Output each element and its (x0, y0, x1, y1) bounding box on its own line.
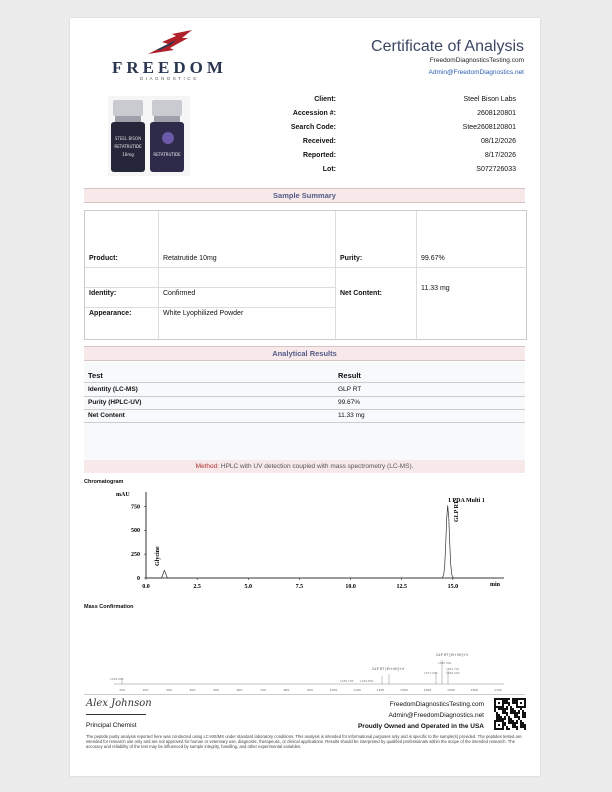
y-tick-label: 500 (131, 528, 140, 535)
signature: Alex Johnson (86, 698, 152, 709)
analytical-results-header: Analytical Results (84, 346, 525, 361)
mass-x-tick-label: 1200 (376, 688, 385, 692)
col-result-header: Result (338, 371, 361, 380)
mass-x-tick-label: 200 (142, 688, 149, 692)
analytical-results-table (84, 362, 525, 460)
mass-peak-7: 1596.200 (446, 671, 460, 675)
mass-x-tick-label: 600 (236, 688, 243, 692)
chromatogram-y-unit: mAU (116, 492, 130, 498)
mass-peak-4: 1377.200 (424, 671, 438, 675)
footer-tagline: Proudly Owned and Operated in the USA (357, 723, 484, 730)
freedom-logo (112, 30, 227, 81)
mass-x-tick-label: 500 (213, 688, 219, 692)
eagle-icon (146, 30, 196, 56)
x-tick-label: 2.5 (193, 584, 201, 590)
result-value: 99.67% (338, 399, 361, 406)
info-value: 2608120801 (477, 110, 516, 117)
result-value: 11.33 mg (338, 412, 365, 419)
mass-x-tick-label: 1100 (353, 688, 361, 692)
mass-confirmation-label: Mass Confirmation (84, 604, 134, 610)
mass-x-tick-label: 1300 (400, 688, 408, 692)
mass-x-tick-label: 700 (260, 688, 266, 692)
result-test: Identity (LC-MS) (88, 386, 138, 393)
mass-peak-6: 1581.701 (446, 667, 460, 671)
x-tick-label: 0.0 (142, 584, 150, 590)
result-test: Net Content (88, 412, 125, 419)
method-label: Method: (195, 463, 220, 470)
identity-label: Identity: (89, 290, 117, 297)
footer-website: FreedomDiagnosticsTesting.com (389, 701, 484, 708)
logo-wordmark: FREEDOM (112, 58, 227, 77)
mass-annotation-4h: GLP RT [M+4H]+4 (372, 667, 405, 671)
chromatogram-chart (84, 486, 525, 604)
x-tick-label: 12.5 (396, 584, 407, 590)
svg-text:STEEL BISON: STEEL BISON (114, 136, 142, 141)
mass-x-tick-label: 1500 (447, 688, 455, 692)
mass-x-tick-label: 1700 (494, 688, 502, 692)
x-tick-label: 15.0 (447, 584, 459, 590)
mass-peak-2: 1189.700 (340, 679, 354, 683)
x-tick-label: 10.0 (345, 584, 356, 590)
mass-x-tick-label: 400 (189, 688, 196, 692)
mass-x-tick-label: 1400 (423, 688, 432, 692)
info-label: Client: (314, 96, 336, 103)
glycine-peak-label: Glycine (155, 546, 161, 566)
header-email: Admin@FreedomDiagnostics.net (428, 69, 524, 76)
net-content-value: 11.33 mg (421, 285, 450, 292)
mass-peak-5: 1590.300 (438, 661, 452, 665)
info-label: Received: (302, 138, 336, 145)
method-bar (84, 460, 525, 473)
info-value: S072726033 (476, 166, 516, 173)
mass-x-tick-label: 800 (283, 688, 290, 692)
y-tick-label: 750 (131, 504, 140, 511)
detector-label: 1 PDA Multi 1 (448, 498, 485, 504)
x-tick-label: 7.5 (295, 584, 304, 590)
signer-role: Principal Chemist (86, 722, 137, 729)
info-label: Search Code: (290, 124, 336, 131)
header-website: FreedomDiagnosticsTesting.com (429, 57, 524, 64)
product-value: Retatrutide 10mg (163, 255, 217, 262)
info-label: Lot: (322, 166, 336, 173)
svg-text:10mg: 10mg (122, 152, 134, 157)
sample-summary-header: Sample Summary (84, 188, 525, 203)
footer-email: Admin@FreedomDiagnostics.net (388, 712, 484, 719)
y-tick-label: 0 (137, 576, 140, 582)
purity-value: 99.67% (421, 255, 445, 262)
svg-text:RETATRUTIDE: RETATRUTIDE (114, 144, 142, 149)
mass-x-tick-label: 1000 (329, 688, 338, 692)
svg-text:RETATRUTIDE: RETATRUTIDE (153, 152, 181, 157)
x-tick-label: 5.0 (244, 584, 253, 590)
mass-peak-3: 1169.800 (360, 679, 374, 683)
appearance-label: Appearance: (89, 310, 132, 317)
mass-x-tick-label: 1600 (470, 688, 479, 692)
mass-peak-1: 1228.000 (110, 677, 124, 681)
col-test-header: Test (88, 371, 103, 380)
chromatogram-trace (146, 505, 497, 578)
sample-summary-box (84, 210, 527, 340)
result-test: Purity (HPLC-UV) (88, 399, 142, 406)
info-label: Reported: (302, 152, 336, 159)
net-content-label: Net Content: (340, 290, 382, 297)
y-tick-label: 250 (131, 552, 140, 559)
info-value: 8/17/2026 (484, 152, 516, 159)
mass-x-tick-label: 100 (119, 688, 125, 692)
product-vial-image (108, 96, 190, 176)
qr-code-icon (494, 698, 526, 730)
logo-subtitle: DIAGNOSTICS (140, 76, 199, 81)
disclaimer: The peptide purity analysis reported here was conducted using LC-MS/MS under standard laboratory conditions. This analysis is intended for informational purposes only and is specific to the sample(s) provided. The peptides tested are intended for research use only and are not approved for human or veterinary use, diagnostic, therapeutic, or clinical applications. Results should be interpreted by qualified professionals within the scope of the intended research. The accuracy and reliability of the test may be influenced by sample integrity, handling, and other experimental variables. (86, 734, 522, 750)
method-text: HPLC with UV detection coupled with mass spectrometry (LC-MS). (220, 463, 414, 470)
page-title: Certificate of Analysis (371, 38, 524, 55)
certificate-page (70, 18, 540, 776)
appearance-value: White Lyophilized Powder (163, 310, 244, 317)
mass-annotation-3h: GLP RT [M+3H]+3 (436, 653, 469, 657)
info-value: Stee2608120801 (462, 124, 516, 131)
chromatogram-label: Chromatogram (84, 479, 124, 485)
info-label: Accession #: (292, 110, 336, 117)
result-value: GLP RT (338, 386, 362, 393)
identity-value: Confirmed (163, 290, 196, 297)
info-value: 08/12/2026 (480, 138, 516, 145)
product-label: Product: (89, 255, 118, 262)
mass-x-tick-label: 300 (166, 688, 172, 692)
mass-x-tick-label: 900 (307, 688, 313, 692)
glp-peak-label: GLP RT (454, 500, 460, 522)
purity-label: Purity: (340, 255, 363, 262)
chromatogram-x-unit: min (490, 582, 501, 588)
info-value: Steel Bison Labs (463, 96, 516, 103)
